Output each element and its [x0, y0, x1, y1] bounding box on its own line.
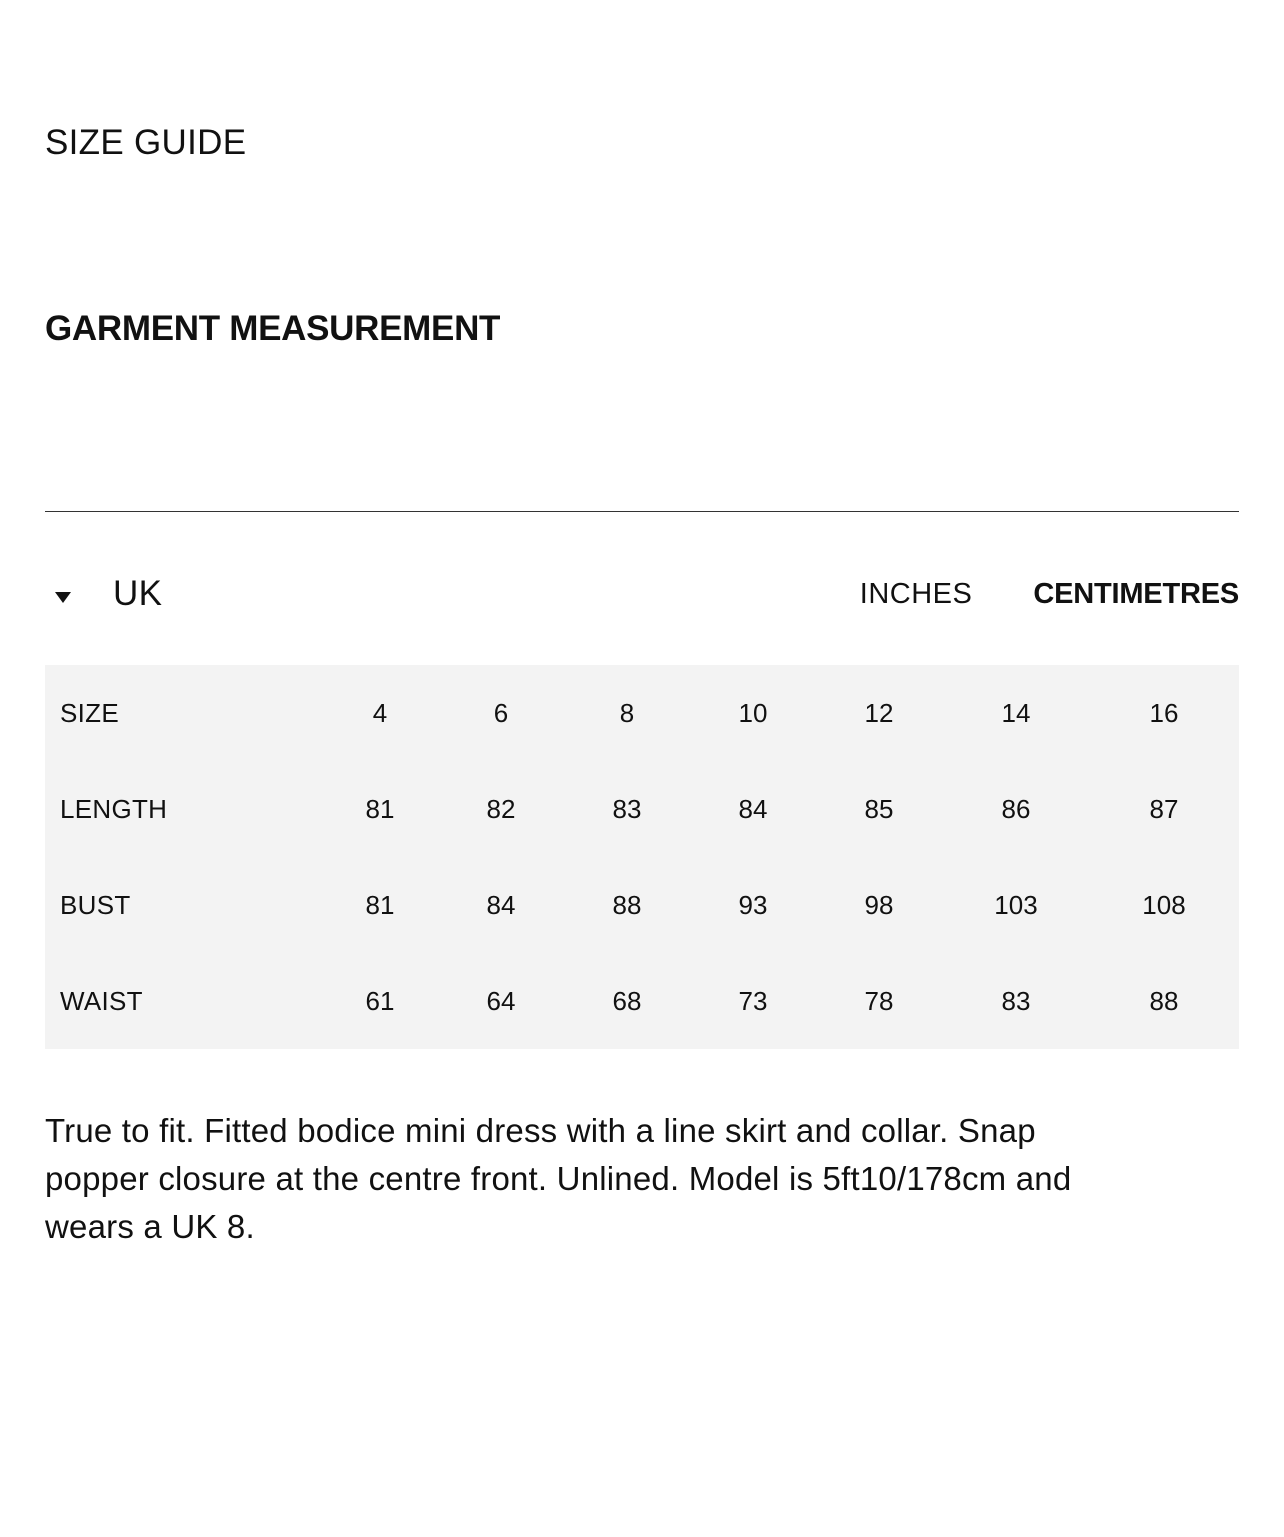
table-cell: 81 [365, 794, 395, 824]
page-title: SIZE GUIDE [45, 123, 247, 162]
unit-toggle [860, 574, 1239, 614]
table-row-waist [45, 953, 1239, 1049]
size-table [45, 665, 1239, 1049]
triangle-down-icon [55, 592, 71, 603]
table-cell: 87 [1149, 794, 1179, 824]
table-cell: 82 [486, 794, 516, 824]
table-cell: 84 [486, 890, 516, 920]
table-cell: 98 [864, 890, 894, 920]
table-cell: 88 [1149, 986, 1179, 1016]
divider [45, 511, 1239, 512]
table-cell: 85 [864, 794, 894, 824]
table-cell: 16 [1149, 698, 1179, 728]
table-cell: 83 [1001, 986, 1031, 1016]
table-cell: 68 [612, 986, 642, 1016]
table-cell: 78 [864, 986, 894, 1016]
row-label: WAIST [60, 986, 143, 1016]
table-cell: 88 [612, 890, 642, 920]
row-label: SIZE [60, 698, 119, 728]
table-cell: 73 [738, 986, 768, 1016]
table-cell: 93 [738, 890, 768, 920]
table-cell: 84 [738, 794, 768, 824]
table-row-size [45, 665, 1239, 761]
row-label: BUST [60, 890, 131, 920]
section-title: GARMENT MEASUREMENT [45, 309, 501, 348]
table-cell: 4 [372, 698, 388, 728]
table-cell: 103 [994, 890, 1038, 920]
table-cell: 86 [1001, 794, 1031, 824]
table-row-bust [45, 857, 1239, 953]
row-label: LENGTH [60, 794, 168, 824]
table-cell: 108 [1142, 890, 1186, 920]
region-label: UK [113, 574, 163, 613]
table-cell: 81 [365, 890, 395, 920]
table-cell: 14 [1001, 698, 1031, 728]
table-cell: 8 [619, 698, 635, 728]
unit-inches-button[interactable]: INCHES [859, 578, 973, 610]
table-cell: 64 [486, 986, 516, 1016]
region-selector[interactable] [55, 572, 162, 616]
table-row-length [45, 761, 1239, 857]
product-fit-description: True to fit. Fitted bodice mini dress with a line skirt and collar. Snap popper closure at the centre front. Unlined. Model is 5ft10/178cm and wears a UK 8. [45, 1112, 1072, 1245]
unit-centimetres-button[interactable]: CENTIMETRES [1033, 578, 1239, 610]
table-cell: 10 [738, 698, 768, 728]
table-cell: 12 [864, 698, 894, 728]
table-cell: 83 [612, 794, 642, 824]
table-cell: 6 [493, 698, 509, 728]
table-cell: 61 [365, 986, 395, 1016]
